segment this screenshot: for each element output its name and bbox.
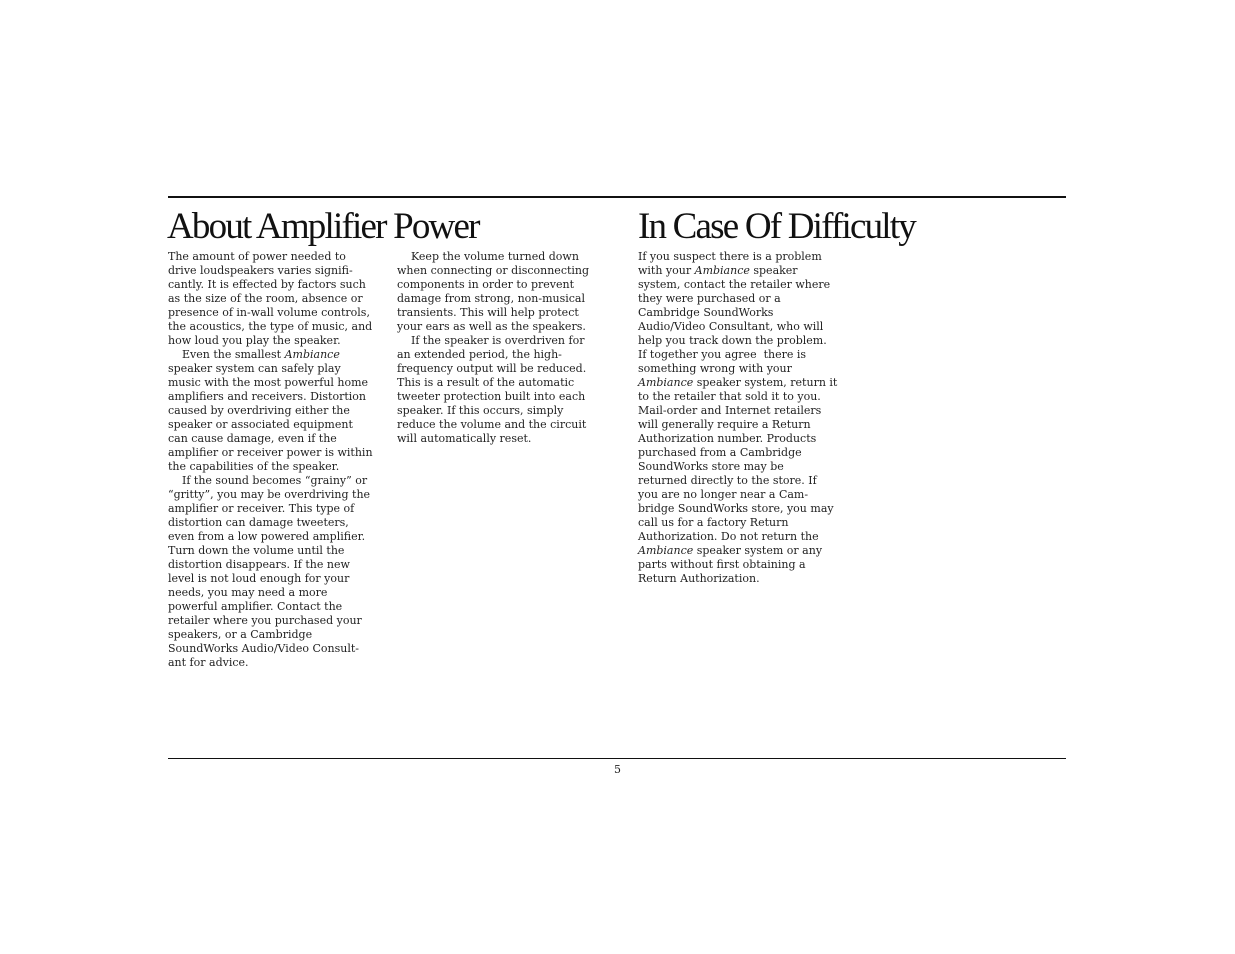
text-span: speaker system can safely play music with the most powerful home amplifiers and receivers. Distortion caused by overdriving either the speaker or associated equipment can cause damage, even if the amplifier or receiver power is within the capabilities of the speaker. <box>168 362 373 473</box>
paragraph-power-needed: The amount of power needed to drive loudspeakers varies signifi- cantly. It is effected by factors such as the size of the room, absence or presence of in-wall volume controls, the acoustics, the type of music, and how loud you play the speaker. <box>168 250 373 347</box>
paragraph-overdriven: If the speaker is overdriven for an extended period, the high- frequency output will be reduced. This is a result of the automatic tweeter protection built into each speaker. If this occurs, simply reduce the volume and the circuit will automatically reset. <box>397 334 587 445</box>
text-span: Even the smallest <box>182 348 285 361</box>
product-name-ambiance: Ambiance <box>638 544 694 557</box>
text-span: speaker system, contact the retailer where they were purchased or a Cambridge SoundWorks Audio/Video Consultant, who will help you track down the problem. If together you agree there is something wrong with your <box>638 264 831 375</box>
paragraph-smallest-ambiance <box>168 348 378 474</box>
paragraph-volume-down: Keep the volume turned down when connecting or disconnecting components in order to prevent damage from strong, non-musical transients. This will help protect your ears as well as the speakers. <box>397 250 590 333</box>
product-name-ambiance: Ambiance <box>638 376 694 389</box>
heading-in-case-of-difficulty: In Case Of Difficulty <box>638 206 915 247</box>
bottom-rule <box>168 758 1066 759</box>
heading-about-amplifier-power: About Amplifier Power <box>167 206 479 247</box>
page-number: 5 <box>614 763 621 776</box>
text-span: If you suspect there is a problem with your <box>638 250 822 277</box>
column-amplifier-power-1 <box>168 250 378 670</box>
text-span: speaker system or any parts without first obtaining a Return Authorization. <box>638 544 823 585</box>
text-span: speaker system, return it to the retailer that sold it to you. Mail-order and Internet retailers will generally require a Return Authorization number. Products purchased from a Cambridge SoundWorks store may be returned directly to the store. If you are no longer near a Cam- bridge SoundWorks store, you may call us for a factory Return Authorization. Do not return the <box>638 376 838 543</box>
product-name-ambiance: Ambiance <box>694 264 750 277</box>
top-rule <box>168 196 1066 198</box>
paragraph-suspect-problem <box>638 250 838 586</box>
column-amplifier-power-2 <box>397 250 597 446</box>
product-name-ambiance: Ambiance <box>284 348 340 361</box>
paragraph-grainy-sound: If the sound becomes “grainy” or “gritty”, you may be overdriving the amplifier or receiver. This type of distortion can damage tweeters, even from a low powered amplifier. Turn down the volume until the distortion disappears. If the new level is not loud enough for your needs, you may need a more powerful amplifier. Contact the retailer where you purchased your speakers, or a Cambridge SoundWorks Audio/Video Consult- ant for advice. <box>168 474 371 669</box>
column-in-case-of-difficulty <box>638 250 838 586</box>
